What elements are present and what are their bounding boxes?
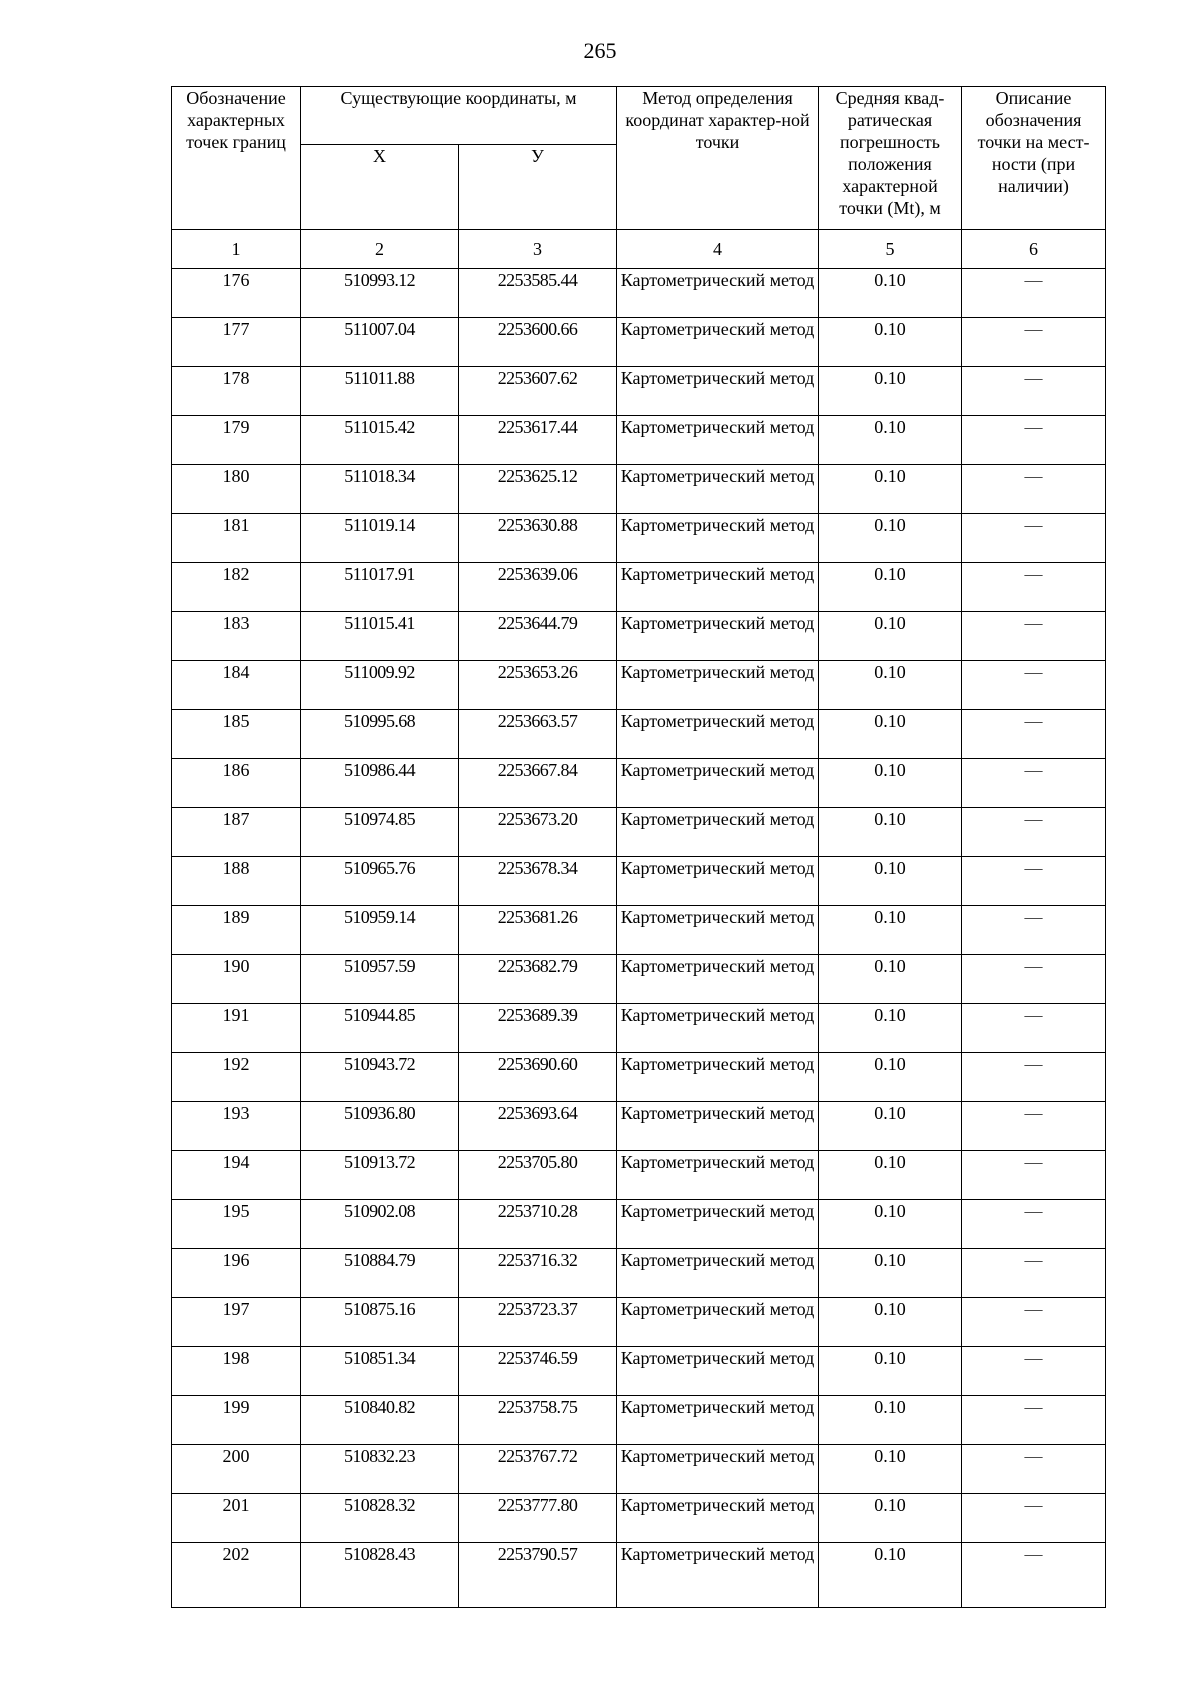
error-cell: 0.10 — [819, 808, 962, 857]
column-number: 5 — [819, 230, 962, 269]
description-cell — [962, 857, 1106, 906]
error-cell: 0.10 — [819, 1004, 962, 1053]
table-row — [172, 1494, 1106, 1543]
method-cell: Картометрический метод — [617, 906, 819, 955]
y-coordinate-cell: 2253653.26 — [459, 661, 617, 710]
method-cell: Картометрический метод — [617, 1102, 819, 1151]
method-cell: Картометрический метод — [617, 1396, 819, 1445]
method-cell: Картометрический метод — [617, 1200, 819, 1249]
y-coordinate-cell: 2253705.80 — [459, 1151, 617, 1200]
dash-mark: — — [1024, 1103, 1043, 1123]
dash-mark: — — [1024, 1054, 1043, 1074]
table-row — [172, 1543, 1106, 1608]
error-cell: 0.10 — [819, 367, 962, 416]
table-row — [172, 465, 1106, 514]
x-coordinate-cell: 511009.92 — [301, 661, 459, 710]
description-cell — [962, 563, 1106, 612]
dash-mark: — — [1024, 466, 1043, 486]
description-cell — [962, 906, 1106, 955]
error-cell: 0.10 — [819, 1053, 962, 1102]
method-cell: Картометрический метод — [617, 612, 819, 661]
description-cell — [962, 612, 1106, 661]
dash-mark: — — [1024, 1201, 1043, 1221]
y-coordinate-cell: 2253723.37 — [459, 1298, 617, 1347]
description-cell — [962, 1102, 1106, 1151]
error-cell: 0.10 — [819, 563, 962, 612]
y-coordinate-cell: 2253644.79 — [459, 612, 617, 661]
column-number: 4 — [617, 230, 819, 269]
point-id-cell: 199 — [172, 1396, 301, 1445]
table-row — [172, 1396, 1106, 1445]
method-cell: Картометрический метод — [617, 367, 819, 416]
error-cell: 0.10 — [819, 1200, 962, 1249]
description-cell — [962, 1396, 1106, 1445]
x-coordinate-cell: 510828.43 — [301, 1543, 459, 1608]
table-row — [172, 1004, 1106, 1053]
description-cell — [962, 1494, 1106, 1543]
table-row — [172, 1102, 1106, 1151]
table-row — [172, 955, 1106, 1004]
y-coordinate-cell: 2253673.20 — [459, 808, 617, 857]
point-id-cell: 183 — [172, 612, 301, 661]
point-id-cell: 182 — [172, 563, 301, 612]
header-mean-square-error: Средняя квад-ратическая погрешность положения характерной точки (Mt), м — [819, 87, 962, 230]
table-row — [172, 808, 1106, 857]
point-id-cell: 181 — [172, 514, 301, 563]
x-coordinate-cell: 511017.91 — [301, 563, 459, 612]
x-coordinate-cell: 510832.23 — [301, 1445, 459, 1494]
y-coordinate-cell: 2253689.39 — [459, 1004, 617, 1053]
error-cell: 0.10 — [819, 465, 962, 514]
dash-mark: — — [1024, 760, 1043, 780]
error-cell: 0.10 — [819, 1445, 962, 1494]
header-y: У — [459, 145, 617, 230]
table-row — [172, 514, 1106, 563]
method-cell: Картометрический метод — [617, 1347, 819, 1396]
description-cell — [962, 514, 1106, 563]
method-cell: Картометрический метод — [617, 465, 819, 514]
method-cell: Картометрический метод — [617, 1004, 819, 1053]
x-coordinate-cell: 511015.41 — [301, 612, 459, 661]
x-coordinate-cell: 510965.76 — [301, 857, 459, 906]
x-coordinate-cell: 510936.80 — [301, 1102, 459, 1151]
x-coordinate-cell: 510943.72 — [301, 1053, 459, 1102]
description-cell — [962, 1543, 1106, 1608]
description-cell — [962, 1347, 1106, 1396]
error-cell: 0.10 — [819, 269, 962, 318]
dash-mark: — — [1024, 1005, 1043, 1025]
y-coordinate-cell: 2253790.57 — [459, 1543, 617, 1608]
description-cell — [962, 465, 1106, 514]
y-coordinate-cell: 2253585.44 — [459, 269, 617, 318]
method-cell: Картометрический метод — [617, 710, 819, 759]
description-cell — [962, 1249, 1106, 1298]
header-point-description: Описание обозначения точки на мест-ности (при наличии) — [962, 87, 1106, 230]
x-coordinate-cell: 510828.32 — [301, 1494, 459, 1543]
x-coordinate-cell: 511007.04 — [301, 318, 459, 367]
error-cell: 0.10 — [819, 906, 962, 955]
column-number: 3 — [459, 230, 617, 269]
method-cell: Картометрический метод — [617, 514, 819, 563]
description-cell — [962, 955, 1106, 1004]
y-coordinate-cell: 2253663.57 — [459, 710, 617, 759]
table-row — [172, 906, 1106, 955]
dash-mark: — — [1024, 515, 1043, 535]
table-row — [172, 1151, 1106, 1200]
x-coordinate-cell: 510840.82 — [301, 1396, 459, 1445]
point-id-cell: 178 — [172, 367, 301, 416]
dash-mark: — — [1024, 564, 1043, 584]
error-cell: 0.10 — [819, 1543, 962, 1608]
x-coordinate-cell: 510902.08 — [301, 1200, 459, 1249]
point-id-cell: 193 — [172, 1102, 301, 1151]
y-coordinate-cell: 2253607.62 — [459, 367, 617, 416]
point-id-cell: 194 — [172, 1151, 301, 1200]
error-cell: 0.10 — [819, 857, 962, 906]
dash-mark: — — [1024, 613, 1043, 633]
dash-mark: — — [1024, 662, 1043, 682]
dash-mark: — — [1024, 319, 1043, 339]
point-id-cell: 187 — [172, 808, 301, 857]
error-cell: 0.10 — [819, 759, 962, 808]
x-coordinate-cell: 511019.14 — [301, 514, 459, 563]
point-id-cell: 176 — [172, 269, 301, 318]
method-cell: Картометрический метод — [617, 955, 819, 1004]
table-row — [172, 1298, 1106, 1347]
error-cell: 0.10 — [819, 612, 962, 661]
dash-mark: — — [1024, 809, 1043, 829]
point-id-cell: 192 — [172, 1053, 301, 1102]
error-cell: 0.10 — [819, 1102, 962, 1151]
point-id-cell: 180 — [172, 465, 301, 514]
error-cell: 0.10 — [819, 1298, 962, 1347]
point-id-cell: 185 — [172, 710, 301, 759]
y-coordinate-cell: 2253777.80 — [459, 1494, 617, 1543]
y-coordinate-cell: 2253758.75 — [459, 1396, 617, 1445]
dash-mark: — — [1024, 907, 1043, 927]
y-coordinate-cell: 2253678.34 — [459, 857, 617, 906]
column-number-row — [172, 230, 1106, 269]
error-cell: 0.10 — [819, 1396, 962, 1445]
y-coordinate-cell: 2253682.79 — [459, 955, 617, 1004]
y-coordinate-cell: 2253625.12 — [459, 465, 617, 514]
method-cell: Картометрический метод — [617, 1151, 819, 1200]
header-point-designation: Обозначение характерных точек границ — [172, 87, 301, 230]
method-cell: Картометрический метод — [617, 318, 819, 367]
point-id-cell: 188 — [172, 857, 301, 906]
point-id-cell: 186 — [172, 759, 301, 808]
error-cell: 0.10 — [819, 1347, 962, 1396]
description-cell — [962, 808, 1106, 857]
table-row — [172, 416, 1106, 465]
error-cell: 0.10 — [819, 318, 962, 367]
point-id-cell: 200 — [172, 1445, 301, 1494]
y-coordinate-cell: 2253681.26 — [459, 906, 617, 955]
y-coordinate-cell: 2253600.66 — [459, 318, 617, 367]
method-cell: Картометрический метод — [617, 1249, 819, 1298]
method-cell: Картометрический метод — [617, 1494, 819, 1543]
table-row — [172, 759, 1106, 808]
description-cell — [962, 318, 1106, 367]
header-method: Метод определения координат характер-ной точки — [617, 87, 819, 230]
x-coordinate-cell: 511018.34 — [301, 465, 459, 514]
description-cell — [962, 1200, 1106, 1249]
dash-mark: — — [1024, 1397, 1043, 1417]
column-number: 1 — [172, 230, 301, 269]
x-coordinate-cell: 510851.34 — [301, 1347, 459, 1396]
point-id-cell: 197 — [172, 1298, 301, 1347]
table-row — [172, 563, 1106, 612]
y-coordinate-cell: 2253617.44 — [459, 416, 617, 465]
y-coordinate-cell: 2253639.06 — [459, 563, 617, 612]
error-cell: 0.10 — [819, 1151, 962, 1200]
dash-mark: — — [1024, 1495, 1043, 1515]
method-cell: Картометрический метод — [617, 857, 819, 906]
method-cell: Картометрический метод — [617, 269, 819, 318]
method-cell: Картометрический метод — [617, 1053, 819, 1102]
table-row — [172, 1249, 1106, 1298]
column-number: 6 — [962, 230, 1106, 269]
description-cell — [962, 1053, 1106, 1102]
description-cell — [962, 710, 1106, 759]
point-id-cell: 179 — [172, 416, 301, 465]
method-cell: Картометрический метод — [617, 563, 819, 612]
y-coordinate-cell: 2253767.72 — [459, 1445, 617, 1494]
header-x: X — [301, 145, 459, 230]
point-id-cell: 177 — [172, 318, 301, 367]
description-cell — [962, 416, 1106, 465]
point-id-cell: 190 — [172, 955, 301, 1004]
error-cell: 0.10 — [819, 955, 962, 1004]
page-number: 265 — [583, 38, 617, 63]
x-coordinate-cell: 510944.85 — [301, 1004, 459, 1053]
point-id-cell: 195 — [172, 1200, 301, 1249]
table-row — [172, 1053, 1106, 1102]
y-coordinate-cell: 2253667.84 — [459, 759, 617, 808]
table-row — [172, 367, 1106, 416]
method-cell: Картометрический метод — [617, 759, 819, 808]
description-cell — [962, 1151, 1106, 1200]
dash-mark: — — [1024, 1446, 1043, 1466]
table-row — [172, 318, 1106, 367]
table-body — [172, 269, 1106, 1608]
table-row — [172, 1200, 1106, 1249]
point-id-cell: 184 — [172, 661, 301, 710]
x-coordinate-cell: 510913.72 — [301, 1151, 459, 1200]
table-row — [172, 269, 1106, 318]
y-coordinate-cell: 2253746.59 — [459, 1347, 617, 1396]
dash-mark: — — [1024, 368, 1043, 388]
dash-mark: — — [1024, 1250, 1043, 1270]
description-cell — [962, 1445, 1106, 1494]
error-cell: 0.10 — [819, 1249, 962, 1298]
method-cell: Картометрический метод — [617, 808, 819, 857]
table-row — [172, 612, 1106, 661]
point-id-cell: 198 — [172, 1347, 301, 1396]
x-coordinate-cell: 510995.68 — [301, 710, 459, 759]
y-coordinate-cell: 2253690.60 — [459, 1053, 617, 1102]
error-cell: 0.10 — [819, 1494, 962, 1543]
error-cell: 0.10 — [819, 710, 962, 759]
method-cell: Картометрический метод — [617, 661, 819, 710]
dash-mark: — — [1024, 1152, 1043, 1172]
method-cell: Картометрический метод — [617, 416, 819, 465]
point-id-cell: 191 — [172, 1004, 301, 1053]
dash-mark: — — [1024, 1299, 1043, 1319]
description-cell — [962, 1298, 1106, 1347]
method-cell: Картометрический метод — [617, 1543, 819, 1608]
x-coordinate-cell: 511015.42 — [301, 416, 459, 465]
x-coordinate-cell: 510993.12 — [301, 269, 459, 318]
x-coordinate-cell: 510884.79 — [301, 1249, 459, 1298]
y-coordinate-cell: 2253630.88 — [459, 514, 617, 563]
table-row — [172, 710, 1106, 759]
description-cell — [962, 1004, 1106, 1053]
point-id-cell: 201 — [172, 1494, 301, 1543]
x-coordinate-cell: 510974.85 — [301, 808, 459, 857]
x-coordinate-cell: 511011.88 — [301, 367, 459, 416]
header-coordinates-group: Существующие координаты, м — [301, 87, 617, 145]
dash-mark: — — [1024, 270, 1043, 290]
table-row — [172, 1347, 1106, 1396]
y-coordinate-cell: 2253693.64 — [459, 1102, 617, 1151]
y-coordinate-cell: 2253710.28 — [459, 1200, 617, 1249]
dash-mark: — — [1024, 858, 1043, 878]
table-row — [172, 857, 1106, 906]
x-coordinate-cell: 510959.14 — [301, 906, 459, 955]
x-coordinate-cell: 510957.59 — [301, 955, 459, 1004]
dash-mark: — — [1024, 1544, 1043, 1564]
description-cell — [962, 759, 1106, 808]
y-coordinate-cell: 2253716.32 — [459, 1249, 617, 1298]
point-id-cell: 202 — [172, 1543, 301, 1608]
point-id-cell: 189 — [172, 906, 301, 955]
x-coordinate-cell: 510986.44 — [301, 759, 459, 808]
method-cell: Картометрический метод — [617, 1445, 819, 1494]
dash-mark: — — [1024, 711, 1043, 731]
error-cell: 0.10 — [819, 416, 962, 465]
column-number: 2 — [301, 230, 459, 269]
dash-mark: — — [1024, 956, 1043, 976]
error-cell: 0.10 — [819, 514, 962, 563]
dash-mark: — — [1024, 417, 1043, 437]
error-cell: 0.10 — [819, 661, 962, 710]
description-cell — [962, 269, 1106, 318]
description-cell — [962, 661, 1106, 710]
x-coordinate-cell: 510875.16 — [301, 1298, 459, 1347]
point-id-cell: 196 — [172, 1249, 301, 1298]
table-row — [172, 1445, 1106, 1494]
coordinates-table — [171, 86, 1106, 1608]
table-row — [172, 661, 1106, 710]
dash-mark: — — [1024, 1348, 1043, 1368]
description-cell — [962, 367, 1106, 416]
method-cell: Картометрический метод — [617, 1298, 819, 1347]
